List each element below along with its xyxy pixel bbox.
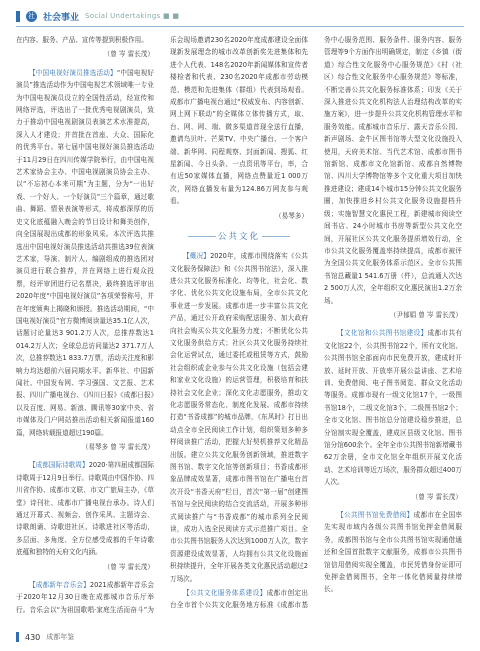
article-paragraph <box>324 34 462 307</box>
paragraph-text: 2020年，成都市围绕落实《公共文化服务保障法》和《公共图书馆法》，深入推进公共文化服务标准化、均等化，社会化、数字化、优化公共文化设施布局，全市公共文化事业进一步发展。成都市进一步丰富公共文化产品，通过公开政府采购配送服务、加大政府向社会购买公共文化服务力度；不断优化公共文化服务供给方式；社区公共文化服务持续社会化运营试点，通过委托或租赁等方式，鼓励社会组织或企业参与公共文化设施（包括会建和家业文化设施）的运营管理，积极培育和扶持社会文化企业；深化文化志愿服务，推动文化志愿服务常态化、制度化发展。成都市持续打造“书香成都”的城市品牌，《东风时》打日出动点全市全民阅读工作计划，组织策划多种多样阅读推广活动，把握大好契机推荐文化精品出版。建立公共文化服务创新领域，推进数字图书馆、数字文化馆等创新项目；书香成都形象品牌成效显著，成都市图书馆在广播电台首次开设“书香天府”栏目，首次“第一届”创建图书馆与全民阅读的结合交流活动，开展多种形式阅读推广与“书香成都”的城市系列全民阅读，成功入选全民阅读方式示范推广项目。全市公共图书馆服务人次达到1000万人次，数字资源建设成效显著，人均拥有公共文化设施面积持续提升，全年开展各类文化惠民活动超过2万场次。 <box>170 252 308 583</box>
column-1 <box>16 34 154 614</box>
section-title: 社会事业 <box>43 12 80 23</box>
article-paragraph <box>16 34 154 46</box>
section-subtitle: Social Undertakings ■ ■ <box>85 12 180 20</box>
section-heading: 公共文化 <box>170 230 308 242</box>
author-credit: （曾 岑 雷长茂） <box>103 50 154 59</box>
author-credit: （尹郁娟 曾 岑 雷长茂） <box>389 310 462 319</box>
header-accent-bar <box>16 11 20 22</box>
paragraph-text: 成都市在全国率先实现市域内各级公共图书馆免押金借阅服务，成都图书馆与全市公共图书馆实现通借通还和全国首批数字文献服务，成都市公共图书馆信用借阅实现全覆盖，市民凭借身份证即可免押金借阅图书，全年一体化借阅量持续增长。 <box>324 511 462 594</box>
paragraph-heading: 【成都国际诗歌周】 <box>29 461 89 470</box>
author-credit: （曾 岑 雷长茂） <box>103 562 154 571</box>
paragraph-text: 2021成都新年音乐会于2020年12月30日晚在成都城市音乐厅举行。音乐会以“为祖国歌唱·家庭生活而奋斗”为 <box>16 581 154 614</box>
article-paragraph-with-heading <box>324 327 462 488</box>
paragraph-text: 成都市共有文化馆22个，公共图书馆22个，所有文化馆、公共图书馆全部面向市民免费开放，建成时开放、延时开放、开放率开展公益讲座、艺术培训、免费借阅、电子图书阅览、群众文化活动等服务。成都市现有一级文化馆17个，一级图书馆18个，二级文化馆3个、二级图书馆2个；全市文化馆、图书馆总分馆建设稳步推进，总分馆制实现全覆盖，建成区县级文化馆、图书馆分馆600余个。全年全市公共图书馆新增藏书62万余册，全市文化馆全年组织开展文化活动、艺术培训等近万场次，服务群众超过400万人次。 <box>324 329 462 487</box>
author-credit: （曾 岑 雷长茂） <box>411 492 462 501</box>
page-header <box>16 8 464 24</box>
paragraph-heading: 【中国电视好演员推选活动】 <box>29 68 117 77</box>
column-2 <box>170 34 308 614</box>
author-credit: （易琴多） <box>275 211 308 220</box>
column-3 <box>324 34 462 614</box>
article-paragraph <box>170 34 308 208</box>
paragraph-heading: 【成都新年音乐会】 <box>29 581 90 590</box>
paragraph-text: “中国电视好演员”推选活动作为中国电视艺术领域唯一专业为中国电视演员设立的全国性活动，经宣传和网络评选，评选出了一批优秀电视剧演员，致力于推动中国电视剧演员表演艺术水准提高，深入人才建设；并首批在首座、大众、国际化的优秀平台。第七届中国电视好演员推选活动于11月29日在四川传媒学院举行，由中国电视艺术家协会主办、中国电视剧演员协会主办、以“不忘初心本来可期”为主题，分为“一出好戏、一个好人、一个好演员”三个篇章，通过歌曲、舞蹈、情景表演等形式，将成都深厚的历史文化底蕴融入晚会的节目设计和舞美创作，向全国展现出成都的形象风采。本次评选共推选出中国电视好演员推选活动共推选39位表演艺术家，导演、制片人、编剧组成的推选团对演员进行联合推荐，并在网络上进行观众投票，经评审团进行记名票决，最终推选评审出2020年度“中国电视好演员”各项荣誉称号，并在年度颁典上揭晓和颁授。推选活动期间，“中国电视好演员”官方微博阅读量达35.1亿人次，话题讨论量达3 901.2万人次，总推荐数达1 014.2万人次；全球总总访问量达2 371.7万人次，总推荐数达1 833.7万票，活动关注度和影响力均达超前六届同期水平。新华社、中国新闻社、中国发布网、学习强国、文艺报、艺术报、四川广播电视台、《四川日报》《成都日报》以及百度、网易、新浪、腾讯等30家中央、省市媒体及门户网站推出活动相关新闻报道160篇，网络转载报道超过190篇。 <box>16 68 154 437</box>
paragraph-heading: 【概况】 <box>183 252 211 261</box>
article-paragraph-with-heading <box>16 459 154 558</box>
paragraph-text: 成都市创定出台全市首个公共文化服务地方标准《成都市基 <box>170 589 308 610</box>
paragraph-text: 务中心服务范围、服务条件、服务内容、服务管理等9个方面作出明确规定，制定《乡镇（街道）综合性文化服务中心服务规范》《村（社区）综合性文化服务中心服务规范》等标准，不断完善公共文化服务标准体系；印发《关于深入推进公共文化机构法人治理结构改革的实施方案》，进一步提升公共文化机构管理水平和服务效能。成都城市音乐厅、露天音乐公园、新声剧场、金牛区图书馆等大型文化设施投入使用，天府美术馆、当代艺术馆、成都市图书馆新馆、成都市文化馆新馆、成都自然博物馆、四川大学博物馆等多个文化重大项目加快推进建设；建成14个城市15分钟公共文化服务圈，加快推进乡村公共文化服务设施提档升级；实施智慧文化惠民工程，新建城市阅读空间书店、24小时城市书房等新型公共文化空间，开展社区公共文化服务提质增效行动，全市公共文化服务覆盖率持续提高，成都市被评为全国公共文化服务体系示范区。全市公共图书馆总藏量1 541.6万册（件），总流通人次达2 500万人次，全年组织文化惠民演出1.2万余场。 <box>324 36 462 305</box>
paragraph-heading: 【公共文化服务体系建设】 <box>183 589 267 598</box>
article-paragraph-with-heading <box>170 587 308 614</box>
header-rule <box>16 26 464 27</box>
paragraph-text: 2020·第四届成都国际诗歌周于12月9日举行。诗歌周由中国作协、四川省作协、成都市文联、市文广旅局主办，《草堂》诗刊社、成都市广播电视台承办。诗人们通过开幕式、视频会、创作采风、主题诗会、诗歌朗诵、诗歌进社区、诗歌进社区等活动，多层面、多角度、全方位感受成都的千年诗歌底蕴和独特的天府文化内涵。 <box>16 461 154 557</box>
article-paragraph-with-heading <box>170 250 308 585</box>
section-logo-icon: 社 <box>28 12 35 20</box>
article-paragraph-with-heading <box>324 509 462 596</box>
article-paragraph-with-heading <box>16 67 154 439</box>
publication-name: 成都年鉴 <box>46 633 75 641</box>
footer-accent-bar <box>16 632 19 642</box>
article-paragraph-with-heading <box>16 579 154 614</box>
paragraph-heading: 【公共图书馆免费借阅】 <box>337 511 414 520</box>
page-footer <box>16 630 464 644</box>
paragraph-heading: 【文化馆和公共图书馆建设】 <box>337 329 428 338</box>
paragraph-text: 乐会现场邀请230名2020年度成都建设全面体现新发展理念的城市改革创新奖先进集体和先进个人代表、148名2020年新闻媒体和宣传者楼检者和代表、230名2020年成都市劳动模范、模范和先进集体（群组）代表到场观看。成都市广播电视台通过“权威发布、内容创新、网上网下联动”的全媒体立体传播方式，取、台、网、网、端、微多渠道首现全送行直播，邀请鸟贝叶、芒果TV、中央广播台、一个客户端、新华网、同程观察、封面新闻、搜狐、红星新闻、今日头条、一点资讯等平台，率，合有近50家媒体直播，网络点赞量近1 000万次，网络直播发布量为124.86万网友参与观看。 <box>170 36 308 206</box>
paragraph-text: 在内容、服务、产品、宣传等提到积极作用。 <box>16 36 148 44</box>
author-credit: （易琴多 曾 岑 雷长茂） <box>81 443 154 451</box>
article-body <box>16 34 464 614</box>
page-number: 430 <box>25 632 41 642</box>
